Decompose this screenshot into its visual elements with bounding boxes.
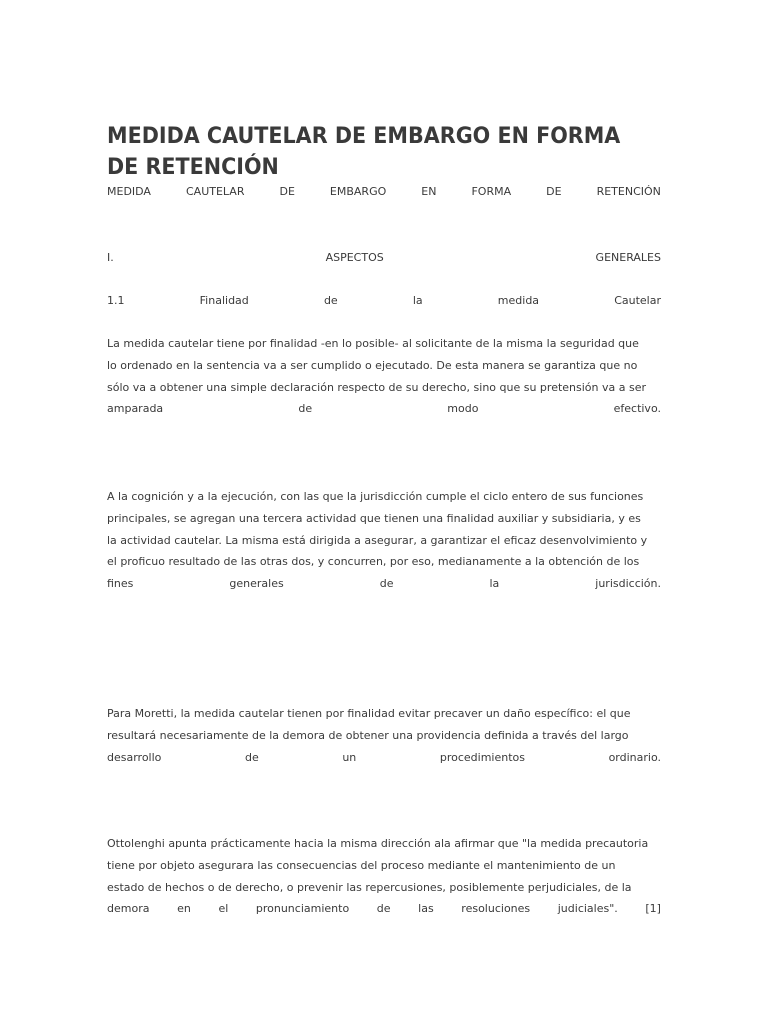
subtitle-word: DE xyxy=(546,185,562,198)
paragraph-word: ordinario. xyxy=(608,750,661,764)
paragraph-word: procedimientos xyxy=(439,750,525,764)
subtitle-word: CAUTELAR xyxy=(185,185,245,198)
paragraph-word: de xyxy=(379,577,394,591)
paragraph-word: judiciales". xyxy=(557,902,618,916)
section-word: GENERALES xyxy=(595,251,661,264)
paragraph-word: modo xyxy=(447,402,479,416)
paragraph-word: resoluciones xyxy=(461,902,531,916)
paragraph-line: el proficuo resultado de las otras dos, y concurren, por eso, medianamente a la obtención de los xyxy=(107,555,640,569)
footnote-reference[interactable]: [1] xyxy=(645,902,661,916)
paragraph-line: la actividad cautelar. La misma está dirigida a asegurar, a garantizar el eficaz desenvolvimiento y xyxy=(107,533,648,547)
paragraph-word: generales xyxy=(229,577,284,591)
subsection-word: medida xyxy=(497,294,540,307)
paragraph-line: La medida cautelar tiene por finalidad -en lo posible- al solicitante de la misma la seguridad que xyxy=(107,337,639,350)
subtitle-word: DE xyxy=(279,185,295,198)
paragraph-line: Ottolenghi apunta prácticamente hacia la misma dirección ala afirmar que "la medida precautoria xyxy=(107,837,649,850)
paragraph-word: de xyxy=(376,902,391,916)
section-number: I. xyxy=(107,251,114,264)
paragraph-line: A la cognición y a la ejecución, con las que la jurisdicción cumple el ciclo entero de sus funciones xyxy=(107,490,644,503)
subsection-word: Finalidad xyxy=(199,294,249,307)
paragraph-word: un xyxy=(342,750,357,764)
paragraph-word: demora xyxy=(107,902,150,916)
paragraph-word: el xyxy=(218,902,229,916)
subsection-number: 1.1 xyxy=(107,294,125,307)
paragraph-moretti xyxy=(107,703,661,768)
subsection-word: Cautelar xyxy=(614,294,661,307)
paragraph-word: de xyxy=(298,402,313,416)
paragraph-line: estado de hechos o de derecho, o prevenir las repercusiones, posiblemente perjudiciales, de la xyxy=(107,880,632,894)
paragraph-last-line xyxy=(107,398,661,420)
subtitle-line xyxy=(107,181,661,203)
subsection-word: de xyxy=(323,294,338,307)
subsection-word: la xyxy=(412,294,423,307)
section-word: ASPECTOS xyxy=(325,251,384,264)
paragraph-line: tiene por objeto asegurara las consecuencias del proceso mediante el mantenimiento de un xyxy=(107,858,616,872)
paragraph-finalidad xyxy=(107,333,661,420)
paragraph-cognicion xyxy=(107,486,661,595)
paragraph-line: Para Moretti, la medida cautelar tienen por finalidad evitar precaver un daño específico: el que xyxy=(107,707,631,720)
subtitle-word: EMBARGO xyxy=(329,185,387,198)
paragraph-word: las xyxy=(418,902,434,916)
paragraph-word: de xyxy=(244,750,259,764)
paragraph-word: jurisdicción. xyxy=(595,577,661,591)
paragraph-last-line xyxy=(107,898,661,920)
subtitle-word: MEDIDA xyxy=(107,185,151,198)
paragraph-word: en xyxy=(177,902,191,916)
paragraph-word: efectivo. xyxy=(613,402,661,416)
subtitle-word: RETENCIÓN xyxy=(596,185,661,198)
paragraph-last-line xyxy=(107,573,661,595)
subsection-heading xyxy=(107,290,661,312)
paragraph-ottolenghi xyxy=(107,833,661,920)
section-heading xyxy=(107,247,661,269)
document-title: MEDIDA CAUTELAR DE EMBARGO EN FORMA DE RETENCIÓN xyxy=(107,124,621,180)
paragraph-line: principales, se agregan una tercera actividad que tienen una finalidad auxiliar y subsidiaria, y es xyxy=(107,511,641,525)
paragraph-word: fines xyxy=(107,577,134,591)
paragraph-word: la xyxy=(489,577,500,591)
paragraph-word: amparada xyxy=(107,402,164,416)
paragraph-last-line xyxy=(107,747,661,769)
subtitle-word: EN xyxy=(421,185,437,198)
paragraph-line: resultará necesariamente de la demora de obtener una providencia definida a través del largo xyxy=(107,728,629,742)
paragraph-word: pronunciamiento xyxy=(255,902,350,916)
paragraph-line: sólo va a obtener una simple declaración respecto de su derecho, sino que su pretensión va a ser xyxy=(107,380,647,394)
subtitle-word: FORMA xyxy=(471,185,512,198)
paragraph-line: lo ordenado en la sentencia va a ser cumplido o ejecutado. De esta manera se garantiza que no xyxy=(107,358,638,372)
paragraph-word: desarrollo xyxy=(107,750,162,764)
